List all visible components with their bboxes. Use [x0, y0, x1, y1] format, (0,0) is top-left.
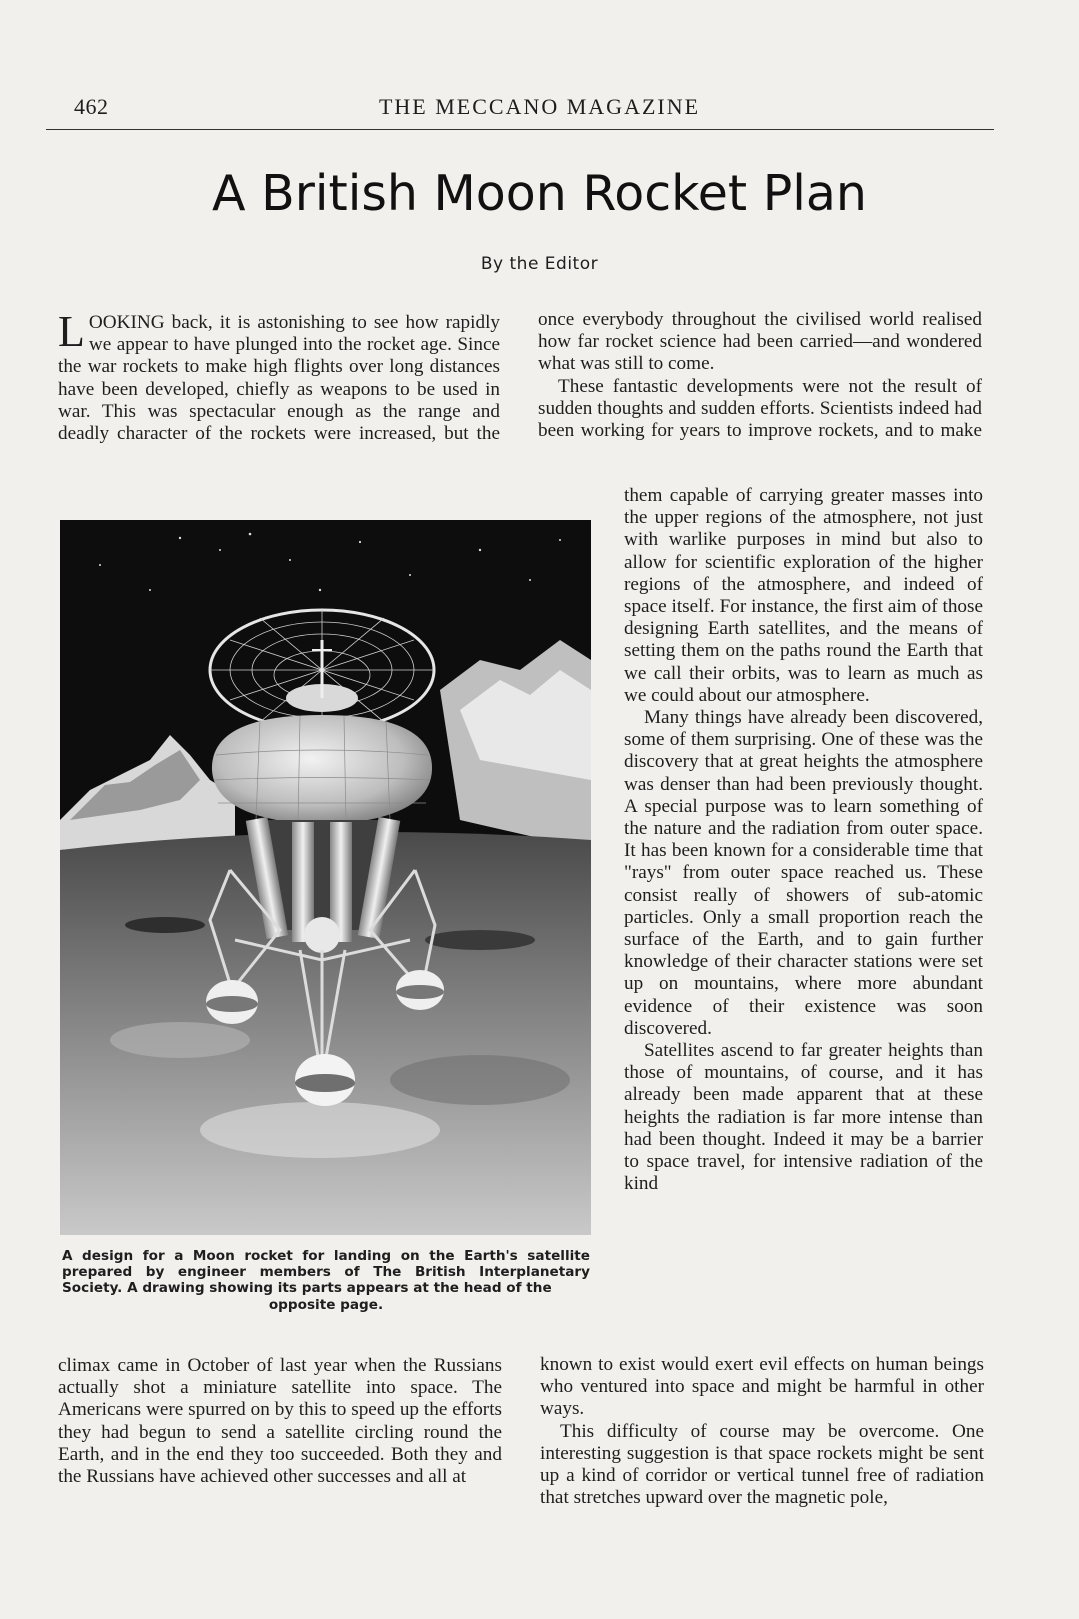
- left-column-bottom: [58, 1355, 502, 1488]
- paragraph-1-start: [58, 307, 500, 445]
- right-column-wrap: [624, 485, 983, 1196]
- paragraph-2-rest: them capable of carrying greater masses into the upper regions of the atmosphere, not just with warlike purposes in mind but also to allow for scientific exploration of the higher regions of the atmosphere, and indeed of space itself. For instance, the first aim of those designing Earth satellites, and the means of setting them on the paths round the Earth that we call their orbits, was to learn as much as we could about our atmosphere.: [624, 485, 983, 706]
- right-column-top: [538, 309, 982, 442]
- moon-rocket-illustration: [60, 520, 591, 1235]
- header-rule: [46, 129, 994, 130]
- article-title: A British Moon Rocket Plan: [212, 165, 867, 222]
- paragraph-4-end: known to exist would exert evil effects on human beings who ventured into space and might be harmful in other ways.: [540, 1354, 984, 1420]
- paragraph-5: This difficulty of course may be overcome. One interesting suggestion is that space rockets might be sent up a kind of corridor or vertical tunnel free of radiation that stretches upward over the magnetic pole,: [540, 1420, 984, 1509]
- caption-last-line: opposite page.: [268, 1296, 384, 1313]
- paragraph-1-text: OOKING back, it is astonishing to see how rapidly we appear to have plunged into the rocket age. Since the war rockets to make high flights over long distances have been developed, chiefly as weapons to be used in war. This was spectacular enough as the range and deadly character of the rockets were increased, but the: [58, 312, 500, 445]
- paragraph-1-end: once everybody throughout the civilised world realised how far rocket science had been carried—and wondered what was still to come.: [538, 309, 982, 375]
- paragraph-4-start: Satellites ascend to far greater heights than those of mountains, of course, and it has already been made apparent that at these heights the radiation is far more intense than had been thought. Indeed it may be a barrier to space travel, for intensive radiation of the kind: [624, 1040, 983, 1195]
- paragraph-2-start: These fantastic developments were not the result of sudden thoughts and sudden efforts. Scientists indeed had been working for years to improve rockets, and to make: [538, 375, 982, 442]
- rocket-drawing: [60, 520, 591, 1235]
- running-head: THE MECCANO MAGAZINE: [378, 94, 701, 119]
- byline: By the Editor: [480, 254, 599, 274]
- paragraph-1-continued: climax came in October of last year when the Russians actually shot a miniature satellite into space. The Americans were spurred on by this to speed up the efforts they had begun to send a satellite circling round the Earth, and in the end they too succeeded. Both they and the Russians have achieved other successes and all at: [58, 1355, 502, 1488]
- right-column-bottom: [540, 1354, 984, 1509]
- paragraph-3: Many things have already been discovered, some of them surprising. One of these was the discovery that at great heights the atmosphere was denser than had been previously thought. A special purpose was to learn something of the nature and the radiation from outer space. It has been known for a considerable time that "rays" from outer space reached us. These consist really of showers of sub-atomic particles. Only a small proportion reach the surface of the Earth, and to gain further knowledge of their character stations were set up on mountains, where more abundant evidence of their existence was soon discovered.: [624, 707, 983, 1039]
- left-column-top: [58, 307, 500, 445]
- drop-cap: L: [58, 307, 85, 356]
- caption-text: A design for a Moon rocket for landing on the Earth's satellite prepared by engineer members of The British Interplanetary Society. A drawing showing its parts appears at the head of the: [62, 1248, 590, 1297]
- figure-caption: [62, 1248, 590, 1313]
- page-number: 462: [74, 94, 109, 119]
